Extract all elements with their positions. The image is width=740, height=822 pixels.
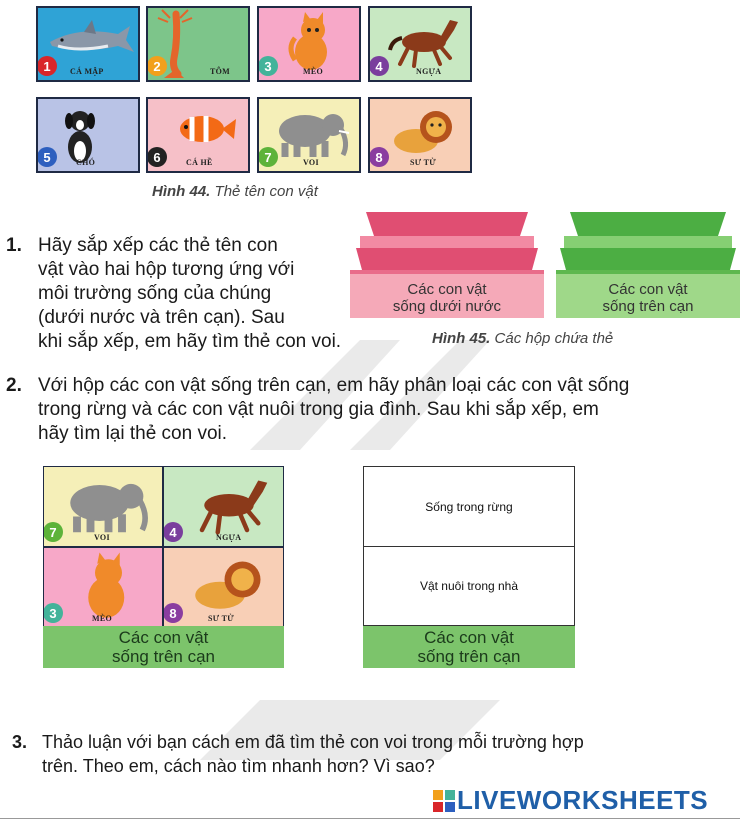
card-number-badge: 3	[43, 603, 63, 623]
figure-44-caption	[152, 183, 318, 200]
water-animals-box[interactable]	[350, 210, 544, 318]
card-number-badge: 4	[163, 522, 183, 542]
animal-card-horse[interactable]	[368, 6, 472, 82]
brand-text: LIVEWORKSHEETS	[457, 785, 709, 815]
card-label: CÁ MẬP	[70, 67, 104, 76]
animal-card-lion[interactable]	[368, 97, 472, 173]
strip-line: sống trên cạn	[111, 647, 215, 666]
animal-card-shark[interactable]	[36, 6, 140, 82]
strip-line: sống trên cạn	[417, 647, 521, 666]
figure-44-prefix: Hình 44.	[152, 183, 211, 200]
grid-card-lion[interactable]	[163, 547, 284, 628]
land-box-strip-right	[363, 626, 575, 668]
animal-card-cat[interactable]	[257, 6, 361, 82]
card-number-badge: 6	[147, 147, 167, 167]
card-label: NGỰA	[416, 67, 442, 76]
strip-line: Các con vật	[118, 628, 209, 647]
pets-cell[interactable]	[363, 546, 575, 626]
question-3-line: Thảo luận với bạn cách em đã tìm thẻ con voi trong mỗi trường hợp	[42, 732, 584, 752]
land-cards-grid	[43, 466, 284, 628]
card-label: SƯ TỬ	[208, 614, 234, 623]
question-2-line: trong rừng và các con vật nuôi trong gia đình. Sau khi sắp xếp, em	[38, 399, 599, 420]
card-number-badge: 8	[163, 603, 183, 623]
question-2-line: hãy tìm lại thẻ con voi.	[38, 423, 228, 444]
question-1-line: vật vào hai hộp tương ứng với	[38, 259, 295, 280]
card-number-badge: 7	[43, 522, 63, 542]
card-number-badge: 5	[37, 147, 57, 167]
question-2-line: Với hộp các con vật sống trên cạn, em hãy phân loại các con vật sống	[38, 375, 630, 396]
question-1-line: khi sắp xếp, em hãy tìm thẻ con voi.	[38, 331, 342, 352]
card-number-badge: 3	[258, 56, 278, 76]
land-box-label: Các con vật sống trên cạn	[602, 281, 694, 315]
figure-44-text: Thẻ tên con vật	[210, 183, 318, 200]
question-1-number: 1.	[6, 235, 22, 256]
animal-card-clownfish[interactable]	[146, 97, 250, 173]
card-number-badge: 4	[369, 56, 389, 76]
strip-line: Các con vật	[424, 628, 514, 647]
question-1-line: Hãy sắp xếp các thẻ tên con	[38, 235, 278, 256]
pets-label: Vật nuôi trong nhà	[419, 579, 519, 593]
question-3-number: 3.	[12, 732, 28, 752]
card-label: VOI	[303, 158, 319, 167]
card-number-badge: 7	[258, 147, 278, 167]
question-2	[6, 374, 736, 446]
grid-card-elephant[interactable]	[43, 466, 163, 547]
card-label: MÈO	[92, 614, 113, 623]
animal-card-dog[interactable]	[36, 97, 140, 173]
question-2-number: 2.	[6, 375, 22, 396]
brand-logo	[433, 785, 708, 816]
grid-card-cat[interactable]	[43, 547, 163, 628]
figure-45-prefix: Hình 45.	[432, 330, 491, 347]
card-label: NGỰA	[216, 533, 242, 542]
figure-45-text: Các hộp chứa thẻ	[490, 330, 614, 347]
card-label: SƯ TỬ	[410, 158, 436, 167]
card-number-badge: 8	[369, 147, 389, 167]
bottom-rule	[0, 818, 740, 819]
grid-card-horse[interactable]	[163, 466, 284, 547]
forest-label: Sống trong rừng	[425, 499, 513, 514]
forest-animals-cell[interactable]	[363, 466, 575, 547]
card-label: CÁ HỀ	[186, 158, 213, 167]
land-animals-box[interactable]	[556, 210, 740, 318]
card-label: MÈO	[303, 67, 324, 76]
question-1	[6, 234, 346, 354]
figure-45-caption	[432, 330, 613, 347]
animal-card-elephant[interactable]	[257, 97, 361, 173]
question-1-line: môi trường sống của chúng	[38, 283, 272, 304]
question-3-line: trên. Theo em, cách nào tìm nhanh hơn? Vì sao?	[42, 756, 435, 776]
animal-card-shrimp[interactable]	[146, 6, 250, 82]
liveworksheets-icon	[433, 790, 455, 812]
water-box-label: Các con vật sống dưới nước	[392, 281, 502, 315]
card-label: TÔM	[210, 67, 231, 76]
card-number-badge: 2	[147, 56, 167, 76]
question-1-line: (dưới nước và trên cạn). Sau	[38, 307, 285, 328]
card-label: CHÓ	[76, 158, 96, 167]
question-3	[12, 730, 732, 778]
land-box-strip-left	[43, 626, 284, 668]
card-number-badge: 1	[37, 56, 57, 76]
card-label: VOI	[94, 533, 110, 542]
